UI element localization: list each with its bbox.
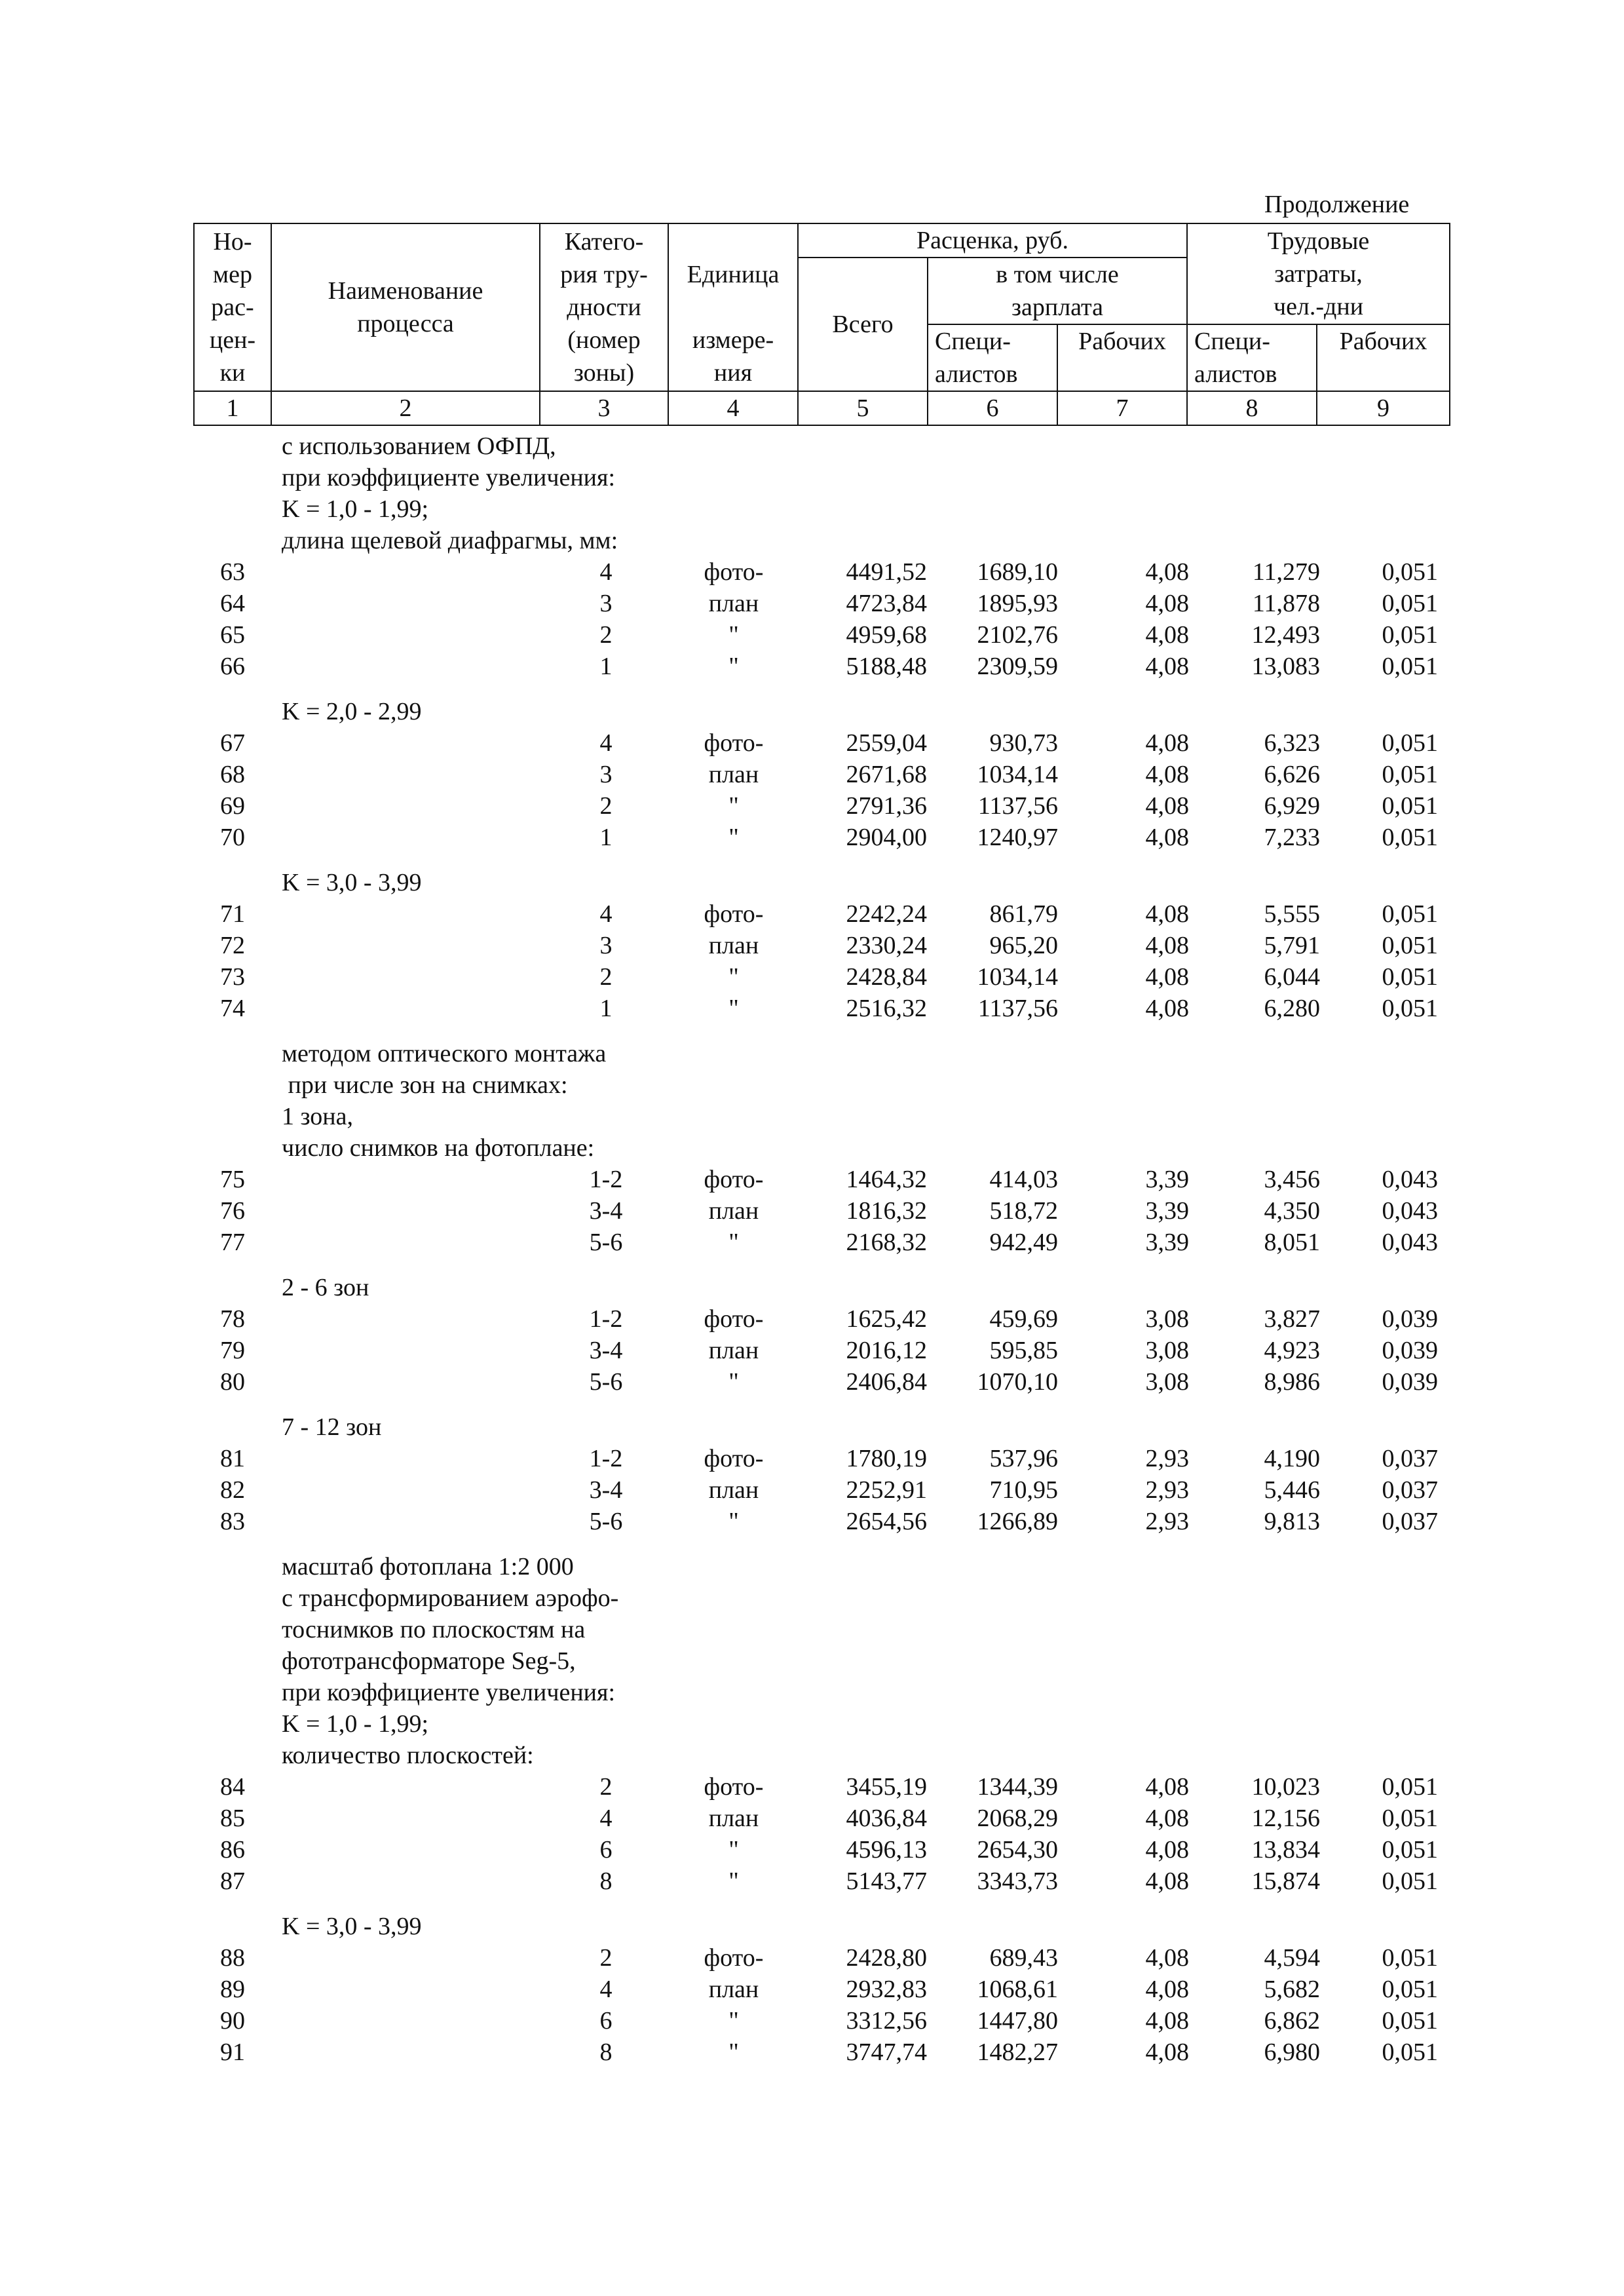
row-labor-specialists: 4,350 bbox=[1264, 1197, 1320, 1225]
row-salary-workers: 2,93 bbox=[1145, 1476, 1189, 1504]
header-number: Но- мер рас- цен- ки bbox=[194, 223, 271, 391]
col-num-7: 7 bbox=[1057, 391, 1187, 425]
row-total: 4036,84 bbox=[846, 1805, 927, 1832]
row-number: 90 bbox=[220, 2007, 245, 2035]
row-salary-workers: 4,08 bbox=[1145, 558, 1189, 586]
row-category: 3-4 bbox=[589, 1337, 623, 1364]
row-number: 85 bbox=[220, 1805, 245, 1832]
row-salary-specialists: 459,69 bbox=[989, 1305, 1058, 1333]
section-caption: 1 зона, bbox=[282, 1103, 353, 1130]
row-category: 6 bbox=[599, 1836, 613, 1864]
row-unit: фото- bbox=[704, 900, 764, 928]
row-labor-specialists: 10,023 bbox=[1251, 1773, 1320, 1801]
row-total: 2168,32 bbox=[846, 1229, 927, 1256]
row-labor-specialists: 4,923 bbox=[1264, 1337, 1320, 1364]
row-unit: " bbox=[728, 2038, 739, 2066]
row-salary-specialists: 537,96 bbox=[989, 1445, 1058, 1472]
row-category: 5-6 bbox=[589, 1508, 623, 1535]
row-labor-workers: 0,051 bbox=[1382, 653, 1438, 680]
row-labor-workers: 0,051 bbox=[1382, 792, 1438, 820]
row-unit: " bbox=[728, 1508, 739, 1535]
row-category: 3 bbox=[599, 590, 613, 617]
row-labor-specialists: 6,044 bbox=[1264, 963, 1320, 991]
row-number: 83 bbox=[220, 1508, 245, 1535]
row-unit: " bbox=[728, 653, 739, 680]
row-total: 2330,24 bbox=[846, 932, 927, 959]
row-labor-workers: 0,051 bbox=[1382, 590, 1438, 617]
row-labor-workers: 0,051 bbox=[1382, 761, 1438, 788]
row-category: 2 bbox=[599, 963, 613, 991]
row-salary-specialists: 414,03 bbox=[989, 1166, 1058, 1193]
row-labor-specialists: 11,279 bbox=[1252, 558, 1320, 586]
section-caption: с использованием ОФПД, bbox=[282, 432, 556, 460]
section-caption: 2 - 6 зон bbox=[282, 1274, 369, 1301]
row-labor-specialists: 8,986 bbox=[1264, 1368, 1320, 1396]
row-total: 2904,00 bbox=[846, 824, 927, 851]
row-total: 1816,32 bbox=[846, 1197, 927, 1225]
row-labor-workers: 0,051 bbox=[1382, 1867, 1438, 1895]
row-number: 67 bbox=[220, 729, 245, 757]
row-salary-specialists: 2309,59 bbox=[977, 653, 1058, 680]
row-labor-specialists: 6,980 bbox=[1264, 2038, 1320, 2066]
row-total: 4596,13 bbox=[846, 1836, 927, 1864]
row-labor-workers: 0,051 bbox=[1382, 558, 1438, 586]
row-salary-workers: 4,08 bbox=[1145, 995, 1189, 1022]
row-total: 2016,12 bbox=[846, 1337, 927, 1364]
row-labor-workers: 0,051 bbox=[1382, 1773, 1438, 1801]
row-total: 5188,48 bbox=[846, 653, 927, 680]
row-labor-workers: 0,051 bbox=[1382, 995, 1438, 1022]
row-labor-specialists: 6,626 bbox=[1264, 761, 1320, 788]
row-category: 1-2 bbox=[589, 1166, 623, 1193]
row-category: 4 bbox=[599, 1976, 613, 2003]
row-category: 4 bbox=[599, 1805, 613, 1832]
row-salary-specialists: 1266,89 bbox=[977, 1508, 1058, 1535]
row-salary-workers: 4,08 bbox=[1145, 1836, 1189, 1864]
row-unit: план bbox=[708, 1805, 759, 1832]
row-salary-workers: 4,08 bbox=[1145, 1805, 1189, 1832]
row-labor-specialists: 15,874 bbox=[1251, 1867, 1320, 1895]
row-salary-specialists: 2102,76 bbox=[977, 621, 1058, 649]
row-category: 6 bbox=[599, 2007, 613, 2035]
col-num-1: 1 bbox=[194, 391, 271, 425]
row-labor-workers: 0,037 bbox=[1382, 1445, 1438, 1472]
row-category: 3-4 bbox=[589, 1197, 623, 1225]
row-labor-workers: 0,051 bbox=[1382, 1836, 1438, 1864]
row-unit: " bbox=[728, 621, 739, 649]
row-salary-workers: 4,08 bbox=[1145, 1976, 1189, 2003]
row-number: 65 bbox=[220, 621, 245, 649]
row-salary-specialists: 965,20 bbox=[989, 932, 1058, 959]
row-unit: " bbox=[728, 963, 739, 991]
row-number: 86 bbox=[220, 1836, 245, 1864]
section-caption: фототрансформаторе Seg-5, bbox=[282, 1647, 576, 1675]
row-unit: план bbox=[708, 1197, 759, 1225]
row-labor-specialists: 13,083 bbox=[1251, 653, 1320, 680]
row-category: 3 bbox=[599, 932, 613, 959]
col-num-8: 8 bbox=[1187, 391, 1317, 425]
row-category: 8 bbox=[599, 2038, 613, 2066]
row-labor-workers: 0,051 bbox=[1382, 621, 1438, 649]
row-category: 1-2 bbox=[589, 1445, 623, 1472]
row-labor-workers: 0,051 bbox=[1382, 932, 1438, 959]
section-caption: тоснимков по плоскостям на bbox=[282, 1616, 586, 1643]
row-labor-workers: 0,051 bbox=[1382, 2038, 1438, 2066]
row-number: 73 bbox=[220, 963, 245, 991]
row-salary-workers: 4,08 bbox=[1145, 792, 1189, 820]
header-labor-specialists: Специ- алистов bbox=[1187, 324, 1317, 391]
col-num-2: 2 bbox=[271, 391, 540, 425]
row-salary-specialists: 595,85 bbox=[989, 1337, 1058, 1364]
row-total: 5143,77 bbox=[846, 1867, 927, 1895]
row-salary-workers: 4,08 bbox=[1145, 963, 1189, 991]
row-unit: план bbox=[708, 1476, 759, 1504]
row-category: 3-4 bbox=[589, 1476, 623, 1504]
row-unit: фото- bbox=[704, 1773, 764, 1801]
row-number: 88 bbox=[220, 1944, 245, 1972]
row-unit: " bbox=[728, 824, 739, 851]
row-category: 2 bbox=[599, 1944, 613, 1972]
section-caption: K = 1,0 - 1,99; bbox=[282, 1710, 429, 1738]
row-total: 4959,68 bbox=[846, 621, 927, 649]
row-salary-workers: 4,08 bbox=[1145, 653, 1189, 680]
row-salary-workers: 4,08 bbox=[1145, 2038, 1189, 2066]
row-salary-specialists: 861,79 bbox=[989, 900, 1058, 928]
section-caption: при коэффициенте увеличения: bbox=[282, 1679, 616, 1706]
header-process-name: Наименование процесса bbox=[271, 223, 540, 391]
row-unit: " bbox=[728, 2007, 739, 2035]
row-category: 5-6 bbox=[589, 1229, 623, 1256]
header-price-group: Расценка, руб. bbox=[798, 223, 1187, 258]
row-number: 76 bbox=[220, 1197, 245, 1225]
row-number: 66 bbox=[220, 653, 245, 680]
header-unit: Единица измере- ния bbox=[668, 223, 798, 391]
row-number: 64 bbox=[220, 590, 245, 617]
row-unit: план bbox=[708, 1976, 759, 2003]
row-unit: фото- bbox=[704, 1305, 764, 1333]
row-salary-workers: 3,08 bbox=[1145, 1368, 1189, 1396]
section-caption: K = 1,0 - 1,99; bbox=[282, 495, 429, 523]
row-total: 2242,24 bbox=[846, 900, 927, 928]
row-number: 81 bbox=[220, 1445, 245, 1472]
row-unit: план bbox=[708, 761, 759, 788]
row-category: 2 bbox=[599, 621, 613, 649]
row-labor-workers: 0,051 bbox=[1382, 824, 1438, 851]
row-salary-specialists: 930,73 bbox=[989, 729, 1058, 757]
row-unit: фото- bbox=[704, 558, 764, 586]
row-total: 3455,19 bbox=[846, 1773, 927, 1801]
row-labor-workers: 0,039 bbox=[1382, 1368, 1438, 1396]
row-labor-specialists: 5,555 bbox=[1264, 900, 1320, 928]
row-salary-workers: 4,08 bbox=[1145, 761, 1189, 788]
header-category: Катего- рия тру- дности (номер зоны) bbox=[540, 223, 668, 391]
row-labor-specialists: 6,280 bbox=[1264, 995, 1320, 1022]
row-salary-specialists: 1447,80 bbox=[977, 2007, 1058, 2035]
row-labor-specialists: 5,682 bbox=[1264, 1976, 1320, 2003]
row-labor-specialists: 7,233 bbox=[1264, 824, 1320, 851]
row-number: 87 bbox=[220, 1867, 245, 1895]
row-salary-specialists: 3343,73 bbox=[977, 1867, 1058, 1895]
row-unit: " bbox=[728, 1867, 739, 1895]
row-unit: " bbox=[728, 1836, 739, 1864]
row-total: 2559,04 bbox=[846, 729, 927, 757]
row-number: 78 bbox=[220, 1305, 245, 1333]
row-number: 75 bbox=[220, 1166, 245, 1193]
row-unit: " bbox=[728, 792, 739, 820]
row-salary-specialists: 1344,39 bbox=[977, 1773, 1058, 1801]
row-total: 3312,56 bbox=[846, 2007, 927, 2035]
row-salary-workers: 3,08 bbox=[1145, 1337, 1189, 1364]
row-labor-workers: 0,051 bbox=[1382, 1944, 1438, 1972]
section-caption: масштаб фотоплана 1:2 000 bbox=[282, 1553, 574, 1580]
row-labor-specialists: 3,827 bbox=[1264, 1305, 1320, 1333]
row-total: 3747,74 bbox=[846, 2038, 927, 2066]
row-number: 70 bbox=[220, 824, 245, 851]
row-labor-workers: 0,039 bbox=[1382, 1305, 1438, 1333]
row-number: 89 bbox=[220, 1976, 245, 2003]
row-total: 2654,56 bbox=[846, 1508, 927, 1535]
row-salary-specialists: 710,95 bbox=[989, 1476, 1058, 1504]
row-labor-workers: 0,051 bbox=[1382, 729, 1438, 757]
header-including-salary: в том числе зарплата bbox=[928, 258, 1187, 324]
row-labor-specialists: 9,813 bbox=[1264, 1508, 1320, 1535]
section-caption: методом оптического монтажа bbox=[282, 1040, 607, 1067]
row-labor-workers: 0,037 bbox=[1382, 1508, 1438, 1535]
row-labor-specialists: 12,493 bbox=[1251, 621, 1320, 649]
row-salary-workers: 2,93 bbox=[1145, 1508, 1189, 1535]
section-caption: количество плоскостей: bbox=[282, 1742, 534, 1769]
row-total: 2671,68 bbox=[846, 761, 927, 788]
row-total: 1780,19 bbox=[846, 1445, 927, 1472]
row-total: 4723,84 bbox=[846, 590, 927, 617]
row-labor-workers: 0,043 bbox=[1382, 1166, 1438, 1193]
row-total: 2791,36 bbox=[846, 792, 927, 820]
row-labor-workers: 0,043 bbox=[1382, 1197, 1438, 1225]
row-salary-workers: 2,93 bbox=[1145, 1445, 1189, 1472]
row-category: 4 bbox=[599, 729, 613, 757]
row-unit: " bbox=[728, 1229, 739, 1256]
row-salary-workers: 3,39 bbox=[1145, 1229, 1189, 1256]
row-number: 68 bbox=[220, 761, 245, 788]
row-category: 1 bbox=[599, 653, 613, 680]
row-labor-specialists: 4,190 bbox=[1264, 1445, 1320, 1472]
row-salary-workers: 4,08 bbox=[1145, 1944, 1189, 1972]
row-salary-specialists: 518,72 bbox=[989, 1197, 1058, 1225]
header-labor-workers: Рабочих bbox=[1317, 324, 1450, 391]
col-num-4: 4 bbox=[668, 391, 798, 425]
row-labor-workers: 0,037 bbox=[1382, 1476, 1438, 1504]
row-number: 71 bbox=[220, 900, 245, 928]
row-total: 1464,32 bbox=[846, 1166, 927, 1193]
row-total: 2252,91 bbox=[846, 1476, 927, 1504]
row-salary-specialists: 1137,56 bbox=[977, 792, 1058, 820]
row-salary-workers: 3,08 bbox=[1145, 1305, 1189, 1333]
section-caption: с трансформированием аэрофо- bbox=[282, 1584, 619, 1612]
row-unit: фото- bbox=[704, 1944, 764, 1972]
row-salary-workers: 4,08 bbox=[1145, 824, 1189, 851]
row-labor-specialists: 11,878 bbox=[1252, 590, 1320, 617]
row-labor-workers: 0,051 bbox=[1382, 900, 1438, 928]
section-caption: длина щелевой диафрагмы, мм: bbox=[282, 527, 618, 554]
row-total: 2428,84 bbox=[846, 963, 927, 991]
row-unit: план bbox=[708, 1337, 759, 1364]
row-labor-specialists: 6,862 bbox=[1264, 2007, 1320, 2035]
row-labor-specialists: 6,323 bbox=[1264, 729, 1320, 757]
row-salary-specialists: 1070,10 bbox=[977, 1368, 1058, 1396]
row-number: 80 bbox=[220, 1368, 245, 1396]
header-total: Всего bbox=[798, 258, 928, 391]
row-number: 69 bbox=[220, 792, 245, 820]
row-labor-workers: 0,051 bbox=[1382, 1976, 1438, 2003]
row-salary-specialists: 2654,30 bbox=[977, 1836, 1058, 1864]
row-labor-workers: 0,051 bbox=[1382, 963, 1438, 991]
row-number: 74 bbox=[220, 995, 245, 1022]
row-total: 2516,32 bbox=[846, 995, 927, 1022]
row-salary-workers: 4,08 bbox=[1145, 729, 1189, 757]
row-category: 2 bbox=[599, 1773, 613, 1801]
row-salary-workers: 4,08 bbox=[1145, 900, 1189, 928]
row-labor-specialists: 13,834 bbox=[1251, 1836, 1320, 1864]
row-total: 2428,80 bbox=[846, 1944, 927, 1972]
row-labor-specialists: 12,156 bbox=[1251, 1805, 1320, 1832]
row-labor-specialists: 5,791 bbox=[1264, 932, 1320, 959]
row-total: 2406,84 bbox=[846, 1368, 927, 1396]
row-labor-specialists: 8,051 bbox=[1264, 1229, 1320, 1256]
row-category: 1-2 bbox=[589, 1305, 623, 1333]
row-labor-workers: 0,051 bbox=[1382, 1805, 1438, 1832]
row-total: 2932,83 bbox=[846, 1976, 927, 2003]
row-salary-workers: 3,39 bbox=[1145, 1166, 1189, 1193]
row-total: 4491,52 bbox=[846, 558, 927, 586]
row-labor-specialists: 5,446 bbox=[1264, 1476, 1320, 1504]
section-caption: при числе зон на снимках: bbox=[282, 1071, 568, 1099]
row-category: 4 bbox=[599, 558, 613, 586]
row-salary-specialists: 942,49 bbox=[989, 1229, 1058, 1256]
col-num-5: 5 bbox=[798, 391, 928, 425]
row-salary-workers: 4,08 bbox=[1145, 2007, 1189, 2035]
row-category: 1 bbox=[599, 824, 613, 851]
row-salary-specialists: 1034,14 bbox=[977, 761, 1058, 788]
row-labor-workers: 0,039 bbox=[1382, 1337, 1438, 1364]
row-category: 5-6 bbox=[589, 1368, 623, 1396]
row-total: 1625,42 bbox=[846, 1305, 927, 1333]
row-unit: " bbox=[728, 995, 739, 1022]
row-unit: фото- bbox=[704, 729, 764, 757]
row-number: 82 bbox=[220, 1476, 245, 1504]
row-salary-specialists: 1895,93 bbox=[977, 590, 1058, 617]
col-num-6: 6 bbox=[928, 391, 1057, 425]
row-unit: фото- bbox=[704, 1166, 764, 1193]
row-labor-specialists: 3,456 bbox=[1264, 1166, 1320, 1193]
row-salary-workers: 4,08 bbox=[1145, 621, 1189, 649]
section-caption: 7 - 12 зон bbox=[282, 1413, 382, 1441]
row-category: 4 bbox=[599, 900, 613, 928]
col-num-9: 9 bbox=[1317, 391, 1450, 425]
row-labor-specialists: 6,929 bbox=[1264, 792, 1320, 820]
row-labor-workers: 0,043 bbox=[1382, 1229, 1438, 1256]
section-caption: число снимков на фотоплане: bbox=[282, 1134, 595, 1162]
row-category: 1 bbox=[599, 995, 613, 1022]
row-category: 8 bbox=[599, 1867, 613, 1895]
row-salary-workers: 4,08 bbox=[1145, 932, 1189, 959]
row-salary-workers: 3,39 bbox=[1145, 1197, 1189, 1225]
row-salary-specialists: 1689,10 bbox=[977, 558, 1058, 586]
header-labor: Трудовые затраты, чел.-дни bbox=[1187, 223, 1450, 324]
row-salary-specialists: 1137,56 bbox=[977, 995, 1058, 1022]
row-number: 72 bbox=[220, 932, 245, 959]
row-salary-specialists: 689,43 bbox=[989, 1944, 1058, 1972]
section-caption: при коэффициенте увеличения: bbox=[282, 464, 616, 491]
row-salary-specialists: 1482,27 bbox=[977, 2038, 1058, 2066]
row-number: 91 bbox=[220, 2038, 245, 2066]
row-category: 3 bbox=[599, 761, 613, 788]
row-category: 2 bbox=[599, 792, 613, 820]
row-unit: план bbox=[708, 590, 759, 617]
continuation-label: Продолжение bbox=[1264, 191, 1410, 218]
row-salary-workers: 4,08 bbox=[1145, 1867, 1189, 1895]
row-labor-specialists: 4,594 bbox=[1264, 1944, 1320, 1972]
row-unit: план bbox=[708, 932, 759, 959]
row-unit: фото- bbox=[704, 1445, 764, 1472]
row-salary-specialists: 1034,14 bbox=[977, 963, 1058, 991]
row-salary-workers: 4,08 bbox=[1145, 590, 1189, 617]
row-number: 79 bbox=[220, 1337, 245, 1364]
section-caption: K = 3,0 - 3,99 bbox=[282, 869, 422, 896]
section-caption: K = 3,0 - 3,99 bbox=[282, 1913, 422, 1940]
col-num-3: 3 bbox=[540, 391, 668, 425]
row-number: 63 bbox=[220, 558, 245, 586]
row-labor-workers: 0,051 bbox=[1382, 2007, 1438, 2035]
row-salary-specialists: 1068,61 bbox=[977, 1976, 1058, 2003]
row-unit: " bbox=[728, 1368, 739, 1396]
row-number: 77 bbox=[220, 1229, 245, 1256]
section-caption: K = 2,0 - 2,99 bbox=[282, 698, 422, 725]
header-specialists: Специ- алистов bbox=[928, 324, 1057, 391]
header-workers: Рабочих bbox=[1057, 324, 1187, 391]
row-salary-workers: 4,08 bbox=[1145, 1773, 1189, 1801]
row-salary-specialists: 1240,97 bbox=[977, 824, 1058, 851]
row-number: 84 bbox=[220, 1773, 245, 1801]
row-salary-specialists: 2068,29 bbox=[977, 1805, 1058, 1832]
